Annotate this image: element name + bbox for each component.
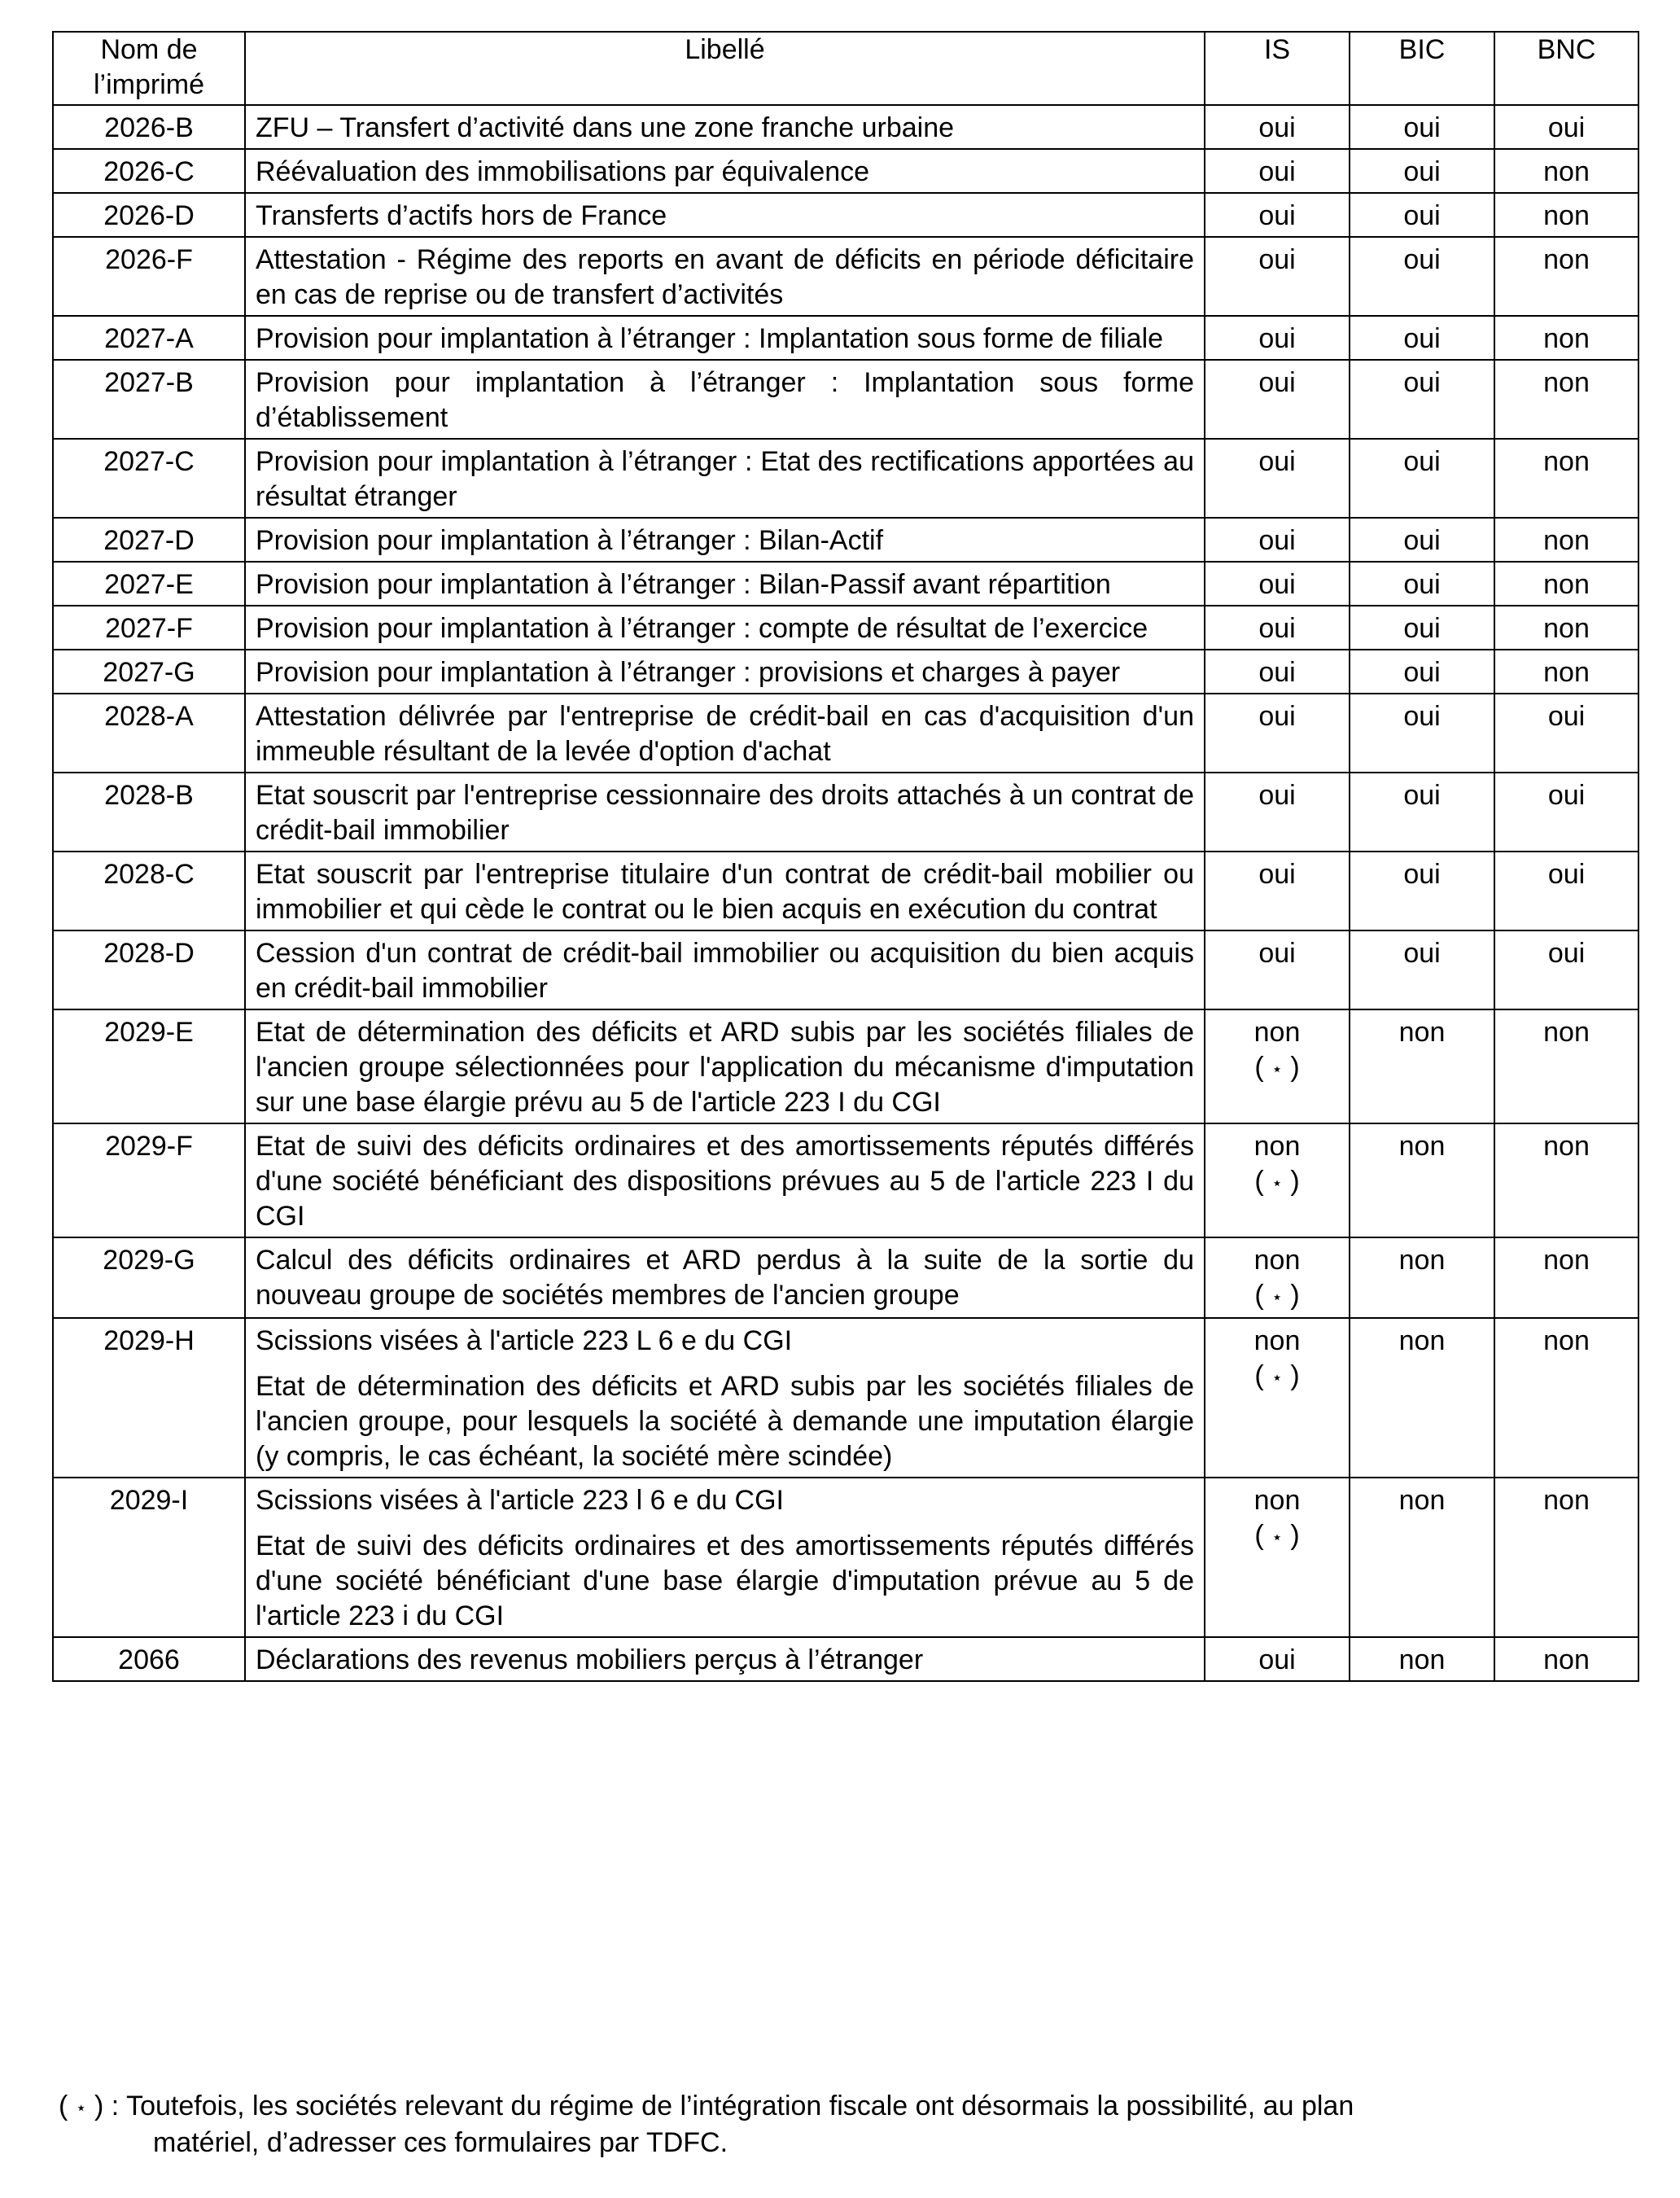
form-label-cell — [245, 773, 1205, 852]
bic-value: oui — [1403, 112, 1441, 143]
bnc-cell — [1494, 360, 1638, 439]
header-code: Nom de l’imprimé — [53, 32, 245, 105]
bnc-cell — [1494, 1478, 1638, 1637]
form-label-cell — [245, 1123, 1205, 1237]
bnc-cell — [1494, 105, 1638, 149]
bic-value: oui — [1403, 525, 1441, 556]
bic-cell — [1350, 1123, 1494, 1237]
form-label-cell — [245, 852, 1205, 930]
bic-cell — [1350, 650, 1494, 694]
form-label-paragraph: Provision pour implantation à l’étranger : Etat des rectifications apportées au résultat étranger — [256, 446, 1194, 512]
table-row — [53, 694, 1638, 773]
bic-cell — [1350, 694, 1494, 773]
table-body — [53, 105, 1638, 1681]
bnc-cell — [1494, 439, 1638, 518]
bnc-value: oui — [1547, 701, 1586, 732]
bic-value: non — [1398, 1017, 1446, 1048]
bnc-value: non — [1543, 323, 1590, 354]
bic-cell — [1350, 1318, 1494, 1478]
table-row — [53, 852, 1638, 930]
bic-cell — [1350, 606, 1494, 650]
table-row — [53, 105, 1638, 149]
bic-cell — [1350, 518, 1494, 562]
table-row — [53, 360, 1638, 439]
form-code-cell: 2028-D — [53, 930, 245, 1009]
header-label: Libellé — [245, 32, 1205, 105]
form-code-cell: 2027-F — [53, 606, 245, 650]
bic-value: non — [1398, 1245, 1446, 1276]
header-bnc: BNC — [1494, 32, 1638, 105]
form-label-paragraph: Provision pour implantation à l’étranger : provisions et charges à payer — [256, 657, 1121, 688]
form-label-cell — [245, 1009, 1205, 1123]
bnc-value: non — [1543, 1484, 1590, 1516]
bnc-value: non — [1543, 657, 1590, 688]
is-cell — [1205, 1478, 1350, 1637]
is-value: oui — [1258, 112, 1296, 143]
form-label-paragraph: Cession d'un contrat de crédit-bail immobilier ou acquisition du bien acquis en crédit-bail immobilier — [256, 938, 1194, 1004]
is-cell — [1205, 149, 1350, 193]
is-cell — [1205, 1237, 1350, 1318]
bic-value: non — [1398, 1644, 1446, 1675]
bnc-cell — [1494, 518, 1638, 562]
form-code-cell: 2027-C — [53, 439, 245, 518]
form-label-cell — [245, 237, 1205, 316]
is-cell — [1205, 562, 1350, 606]
form-code-cell: 2026-D — [53, 193, 245, 237]
table-row — [53, 1637, 1638, 1681]
form-code-cell: 2066 — [53, 1637, 245, 1681]
form-label-paragraph: Etat souscrit par l'entreprise titulaire d'un contrat de crédit-bail mobilier ou immobilier et qui cède le contrat ou le bien acquis en exécution du contrat — [256, 859, 1194, 925]
form-code-cell: 2027-A — [53, 316, 245, 360]
bic-cell — [1350, 439, 1494, 518]
bnc-cell — [1494, 930, 1638, 1009]
bic-cell — [1350, 1009, 1494, 1123]
table-row — [53, 650, 1638, 694]
form-label-cell — [245, 439, 1205, 518]
bic-value: oui — [1403, 938, 1441, 969]
is-value: oui — [1258, 323, 1296, 354]
header-is: IS — [1205, 32, 1350, 105]
bnc-cell — [1494, 1009, 1638, 1123]
form-label-paragraph: Provision pour implantation à l’étranger : Implantation sous forme d’établissement — [256, 367, 1194, 433]
form-label-cell — [245, 316, 1205, 360]
footnote-text-continued: matériel, d’adresser ces formulaires par TDFC. — [153, 2126, 728, 2158]
bic-value: oui — [1403, 780, 1441, 811]
is-cell — [1205, 439, 1350, 518]
bic-cell — [1350, 930, 1494, 1009]
form-label-paragraph: Calcul des déficits ordinaires et ARD perdus à la suite de la sortie du nouveau groupe de sociétés membres de l'ancien groupe — [256, 1245, 1194, 1311]
bnc-cell — [1494, 1637, 1638, 1681]
is-value: oui — [1258, 1644, 1296, 1675]
bnc-cell — [1494, 237, 1638, 316]
table-row — [53, 518, 1638, 562]
is-cell — [1205, 105, 1350, 149]
bnc-cell — [1494, 316, 1638, 360]
asterisk-icon: ⋆ — [1271, 1526, 1283, 1548]
form-label-cell — [245, 1478, 1205, 1637]
bnc-cell — [1494, 1123, 1638, 1237]
table-row — [53, 193, 1638, 237]
bnc-value: oui — [1547, 112, 1586, 143]
is-value: oui — [1258, 367, 1296, 398]
forms-table — [52, 31, 1639, 1682]
is-cell — [1205, 193, 1350, 237]
form-label-paragraph: Etat de suivi des déficits ordinaires et des amortissements réputés différés d'une société bénéficiant d'une base élargie d'imputation prévue au 5 de l'article 223 i du CGI — [256, 1530, 1194, 1631]
table-row — [53, 606, 1638, 650]
bic-cell — [1350, 360, 1494, 439]
bnc-value: non — [1543, 1245, 1590, 1276]
form-label-paragraph: Etat de détermination des déficits et ARD subis par les sociétés filiales de l'ancien groupe, pour lesquels la société à demande une imputation élargie (y compris, le cas échéant, la société mère scindée) — [256, 1370, 1194, 1472]
is-cell — [1205, 1123, 1350, 1237]
bnc-value: non — [1543, 1644, 1590, 1675]
asterisk-icon: ⋆ — [1271, 1286, 1283, 1307]
bnc-value: non — [1543, 525, 1590, 556]
form-label-paragraph: Attestation délivrée par l'entreprise de crédit-bail en cas d'acquisition d'un immeuble résultant de la levée d'option d'achat — [256, 701, 1194, 767]
bnc-value: non — [1543, 1324, 1590, 1356]
bic-value: oui — [1403, 859, 1441, 890]
bic-value: oui — [1403, 569, 1441, 600]
form-label-cell — [245, 650, 1205, 694]
bic-cell — [1350, 149, 1494, 193]
form-code-cell: 2028-A — [53, 694, 245, 773]
form-label-paragraph: Déclarations des revenus mobiliers perçus à l’étranger — [256, 1644, 924, 1675]
form-label-paragraph: Provision pour implantation à l’étranger : compte de résultat de l’exercice — [256, 613, 1148, 644]
bic-value: oui — [1403, 657, 1441, 688]
is-value: oui — [1258, 657, 1296, 688]
is-cell — [1205, 316, 1350, 360]
is-cell — [1205, 1318, 1350, 1478]
table-row — [53, 149, 1638, 193]
bic-value: oui — [1403, 323, 1441, 354]
form-label-paragraph: Attestation - Régime des reports en avant de déficits en période déficitaire en cas de reprise ou de transfert d’activités — [256, 244, 1194, 310]
header-row — [53, 32, 1638, 105]
bic-cell — [1350, 773, 1494, 852]
footnote-text: Toutefois, les sociétés relevant du régime de l’intégration fiscale ont désormais la possibilité, au plan — [126, 2091, 1354, 2121]
form-label-cell — [245, 1237, 1205, 1318]
form-label-cell — [245, 518, 1205, 562]
is-value: non — [1253, 1245, 1301, 1276]
is-value: non — [1253, 1324, 1301, 1356]
table-row — [53, 1009, 1638, 1123]
form-label-cell — [245, 193, 1205, 237]
form-code-cell: 2027-G — [53, 650, 245, 694]
bic-cell — [1350, 193, 1494, 237]
is-value: non — [1253, 1484, 1301, 1516]
bic-value: oui — [1403, 701, 1441, 732]
form-label-paragraph: Etat de détermination des déficits et ARD subis par les sociétés filiales de l'ancien groupe sélectionnées pour l'application du mécanisme d'imputation sur une base élargie prévu au 5 de l'article 223 I du CGI — [256, 1017, 1194, 1118]
form-label-cell — [245, 930, 1205, 1009]
is-cell — [1205, 237, 1350, 316]
form-code-cell: 2029-I — [53, 1478, 245, 1637]
form-code-cell: 2026-B — [53, 105, 245, 149]
is-value: non — [1253, 1017, 1301, 1048]
bic-value: oui — [1403, 156, 1441, 187]
bic-value: oui — [1403, 200, 1441, 231]
form-label-cell — [245, 1637, 1205, 1681]
table-row — [53, 439, 1638, 518]
form-code-cell: 2027-D — [53, 518, 245, 562]
bnc-cell — [1494, 650, 1638, 694]
form-label-cell — [245, 606, 1205, 650]
form-label-cell — [245, 105, 1205, 149]
bic-cell — [1350, 1478, 1494, 1637]
is-value: oui — [1258, 156, 1296, 187]
bnc-cell — [1494, 562, 1638, 606]
form-label-paragraph: Scissions visées à l'article 223 L 6 e du CGI — [256, 1324, 793, 1356]
bnc-value: non — [1543, 200, 1590, 231]
bnc-value: non — [1543, 569, 1590, 600]
bnc-cell — [1494, 1318, 1638, 1478]
footnote-marker: ( ⋆ ) : — [59, 2091, 120, 2121]
form-label-paragraph: Transferts d’actifs hors de France — [256, 200, 667, 231]
bnc-value: non — [1543, 244, 1590, 275]
footnote-first-line — [59, 2091, 1354, 2121]
form-label-paragraph: Réévaluation des immobilisations par équivalence — [256, 156, 870, 187]
bic-cell — [1350, 237, 1494, 316]
bic-cell — [1350, 852, 1494, 930]
is-value: oui — [1258, 200, 1296, 231]
table-row — [53, 1237, 1638, 1318]
asterisk-icon: ⋆ — [1271, 1058, 1283, 1079]
is-cell — [1205, 694, 1350, 773]
table-row — [53, 316, 1638, 360]
is-cell — [1205, 852, 1350, 930]
is-value: oui — [1258, 613, 1296, 644]
table-row — [53, 1478, 1638, 1637]
is-cell — [1205, 930, 1350, 1009]
form-label-paragraph: Etat de suivi des déficits ordinaires et des amortissements réputés différés d'une société bénéficiant des dispositions prévues au 5 de l'article 223 I du CGI — [256, 1131, 1194, 1232]
form-label-cell — [245, 360, 1205, 439]
is-value: oui — [1258, 701, 1296, 732]
is-value: oui — [1258, 938, 1296, 969]
bic-value: non — [1398, 1131, 1446, 1162]
bnc-value: non — [1543, 613, 1590, 644]
footnote-reference: ( ⋆ ) — [1254, 1052, 1300, 1083]
form-code-cell: 2029-G — [53, 1237, 245, 1318]
bnc-cell — [1494, 606, 1638, 650]
asterisk-icon: ⋆ — [75, 2097, 87, 2118]
table-row — [53, 1318, 1638, 1478]
bic-cell — [1350, 1637, 1494, 1681]
is-value: oui — [1258, 859, 1296, 890]
form-label-cell — [245, 694, 1205, 773]
footnote-reference: ( ⋆ ) — [1254, 1280, 1300, 1311]
bic-cell — [1350, 1237, 1494, 1318]
bic-value: non — [1398, 1484, 1446, 1516]
form-code-cell: 2028-B — [53, 773, 245, 852]
bic-value: non — [1398, 1324, 1446, 1356]
bnc-value: oui — [1547, 938, 1586, 969]
bnc-cell — [1494, 694, 1638, 773]
bic-value: oui — [1403, 446, 1441, 477]
is-cell — [1205, 773, 1350, 852]
table-row — [53, 562, 1638, 606]
footnote-reference: ( ⋆ ) — [1254, 1360, 1300, 1391]
table-row — [53, 773, 1638, 852]
is-value: non — [1253, 1131, 1301, 1162]
bnc-cell — [1494, 852, 1638, 930]
form-label-cell — [245, 149, 1205, 193]
is-cell — [1205, 360, 1350, 439]
header-bic: BIC — [1350, 32, 1494, 105]
form-code-cell: 2029-F — [53, 1123, 245, 1237]
bnc-value: non — [1543, 1017, 1590, 1048]
form-code-cell: 2029-E — [53, 1009, 245, 1123]
bic-value: oui — [1403, 367, 1441, 398]
form-label-paragraph: Etat souscrit par l'entreprise cessionnaire des droits attachés à un contrat de crédit-bail immobilier — [256, 780, 1194, 846]
bnc-value: non — [1543, 367, 1590, 398]
form-code-cell: 2029-H — [53, 1318, 245, 1478]
bic-cell — [1350, 562, 1494, 606]
is-cell — [1205, 606, 1350, 650]
is-value: oui — [1258, 569, 1296, 600]
table-row — [53, 1123, 1638, 1237]
bic-cell — [1350, 105, 1494, 149]
footnote-reference: ( ⋆ ) — [1254, 1166, 1300, 1197]
is-value: oui — [1258, 446, 1296, 477]
is-value: oui — [1258, 780, 1296, 811]
bic-value: oui — [1403, 244, 1441, 275]
table-row — [53, 237, 1638, 316]
is-value: oui — [1258, 244, 1296, 275]
form-code-cell: 2026-C — [53, 149, 245, 193]
bnc-cell — [1494, 193, 1638, 237]
is-cell — [1205, 1637, 1350, 1681]
form-label-cell — [245, 562, 1205, 606]
bnc-value: non — [1543, 1131, 1590, 1162]
footnote — [59, 2089, 1605, 2161]
bnc-cell — [1494, 1237, 1638, 1318]
bic-value: oui — [1403, 613, 1441, 644]
form-label-paragraph: Provision pour implantation à l’étranger : Bilan-Actif — [256, 525, 884, 556]
is-cell — [1205, 518, 1350, 562]
bnc-cell — [1494, 149, 1638, 193]
bnc-value: non — [1543, 446, 1590, 477]
bnc-value: oui — [1547, 859, 1586, 890]
footnote-reference: ( ⋆ ) — [1254, 1519, 1300, 1551]
bic-cell — [1350, 316, 1494, 360]
table-row — [53, 930, 1638, 1009]
form-label-cell — [245, 1318, 1205, 1478]
form-code-cell: 2027-E — [53, 562, 245, 606]
bnc-cell — [1494, 773, 1638, 852]
form-code-cell: 2027-B — [53, 360, 245, 439]
asterisk-icon: ⋆ — [1271, 1367, 1283, 1388]
form-label-paragraph: ZFU – Transfert d’activité dans une zone franche urbaine — [256, 112, 955, 143]
form-label-paragraph: Provision pour implantation à l’étranger : Bilan-Passif avant répartition — [256, 569, 1111, 600]
form-code-cell: 2026-F — [53, 237, 245, 316]
form-code-cell: 2028-C — [53, 852, 245, 930]
form-label-paragraph: Provision pour implantation à l’étranger : Implantation sous forme de filiale — [256, 323, 1164, 354]
bnc-value: non — [1543, 156, 1590, 187]
is-value: oui — [1258, 525, 1296, 556]
is-cell — [1205, 1009, 1350, 1123]
asterisk-icon: ⋆ — [1271, 1172, 1283, 1193]
is-cell — [1205, 650, 1350, 694]
form-label-paragraph: Scissions visées à l'article 223 l 6 e du CGI — [256, 1484, 785, 1516]
bnc-value: oui — [1547, 780, 1586, 811]
